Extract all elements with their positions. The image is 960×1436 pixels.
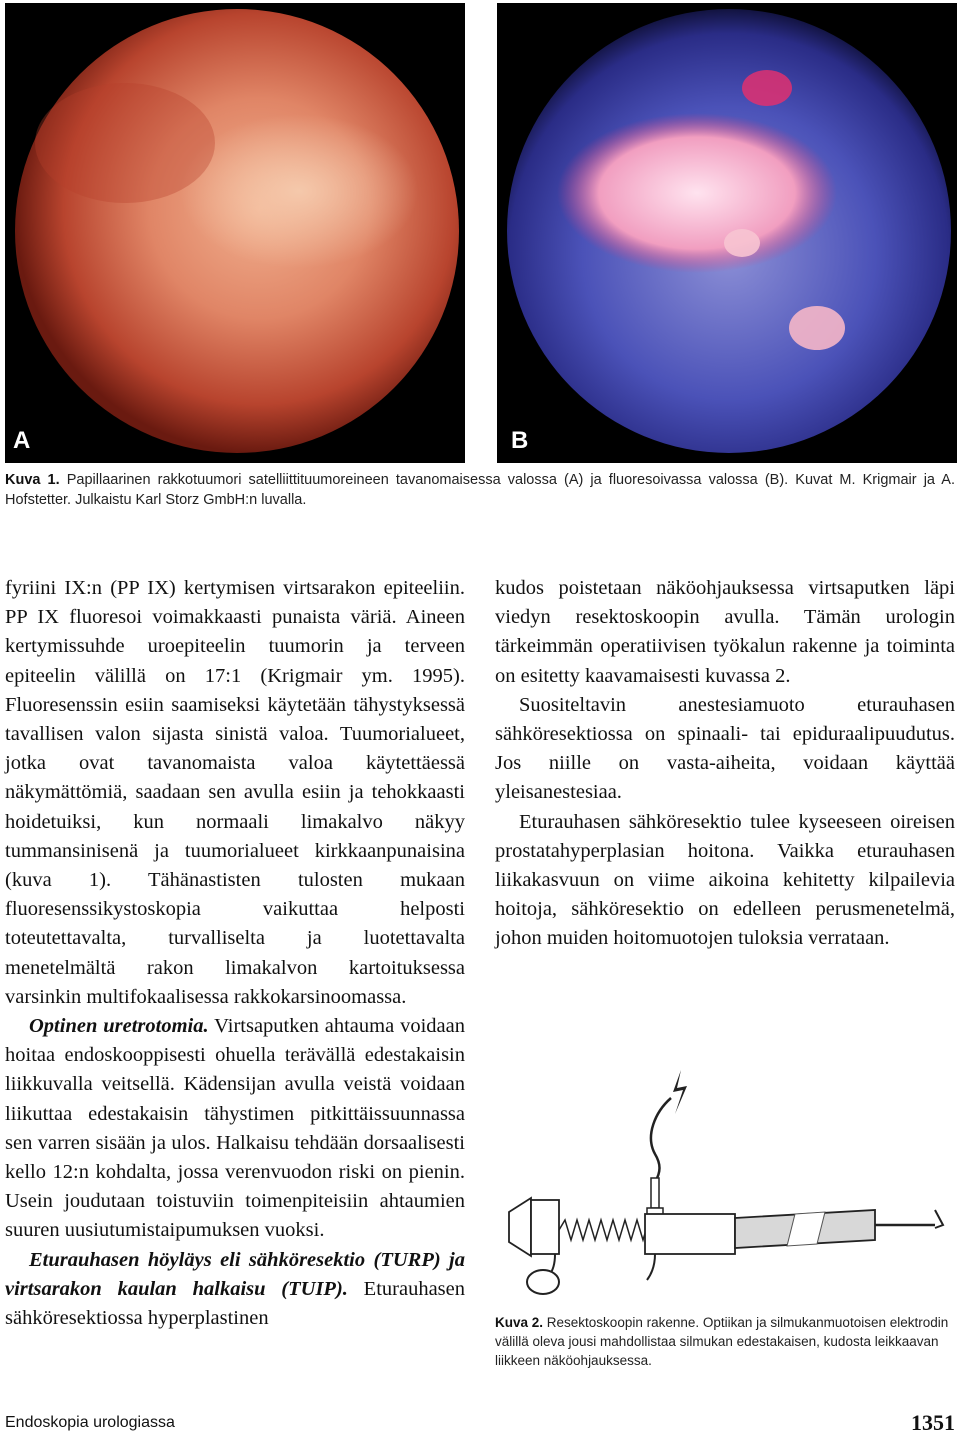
heading-turp: Eturauhasen höyläys eli sähköresektio (TURP) ja virtsarakon kaulan halkaisu (TUIP).	[5, 1248, 465, 1300]
right-column	[495, 574, 955, 954]
footer-journal-title: Endoskopia urologiassa	[5, 1414, 175, 1431]
left-paragraph-2-text: Virtsaputken ahtauma voidaan hoitaa endoskooppisesti ohuella terävällä edestakaisin liikkuvalla veitsellä. Kädensijan avulla veistä voidaan liikuttaa edestakaisin tähystimen pitkittäissuunnassa sen varren sisään ja ulos. Halkaisu tehdään dorsaalisesti kello 12:n kohdalta, jossa verenvuodon riski on pienin. Usein joudutaan toistuviin toimenpiteisiin ahtaumien suuren uusiutumistaipumuksen vuoksi.	[5, 1015, 465, 1242]
figure1-photo-b	[497, 3, 957, 463]
left-paragraph-2	[5, 1012, 465, 1246]
figure2-caption	[495, 1313, 957, 1370]
figure2-caption-label: Kuva 2.	[495, 1315, 544, 1330]
figure2-caption-text: Resektoskoopin rakenne. Optiikan ja silmukanmuotoisen elektrodin välillä oleva jousi mahdollistaa silmukan edestakaisen, kudosta leikkaavan liikkeen näköohjauksessa.	[495, 1315, 949, 1368]
left-column	[5, 574, 465, 1333]
right-paragraph-2: Suositeltavin anestesiamuoto eturauhasen sähköresektiossa on spinaali- tai epiduraalipuudutus. Jos niille on vasta-aiheita, voidaan käyttää yleisanestesiaa.	[495, 693, 955, 804]
figure1-caption	[5, 470, 955, 510]
lightning-icon	[673, 1070, 687, 1114]
right-paragraph-3: Eturauhasen sähköresektio tulee kyseeseen oireisen prostatahyperplasian hoitona. Vaikka eturauhasen liikakasvuun on viime aikoina kehitetty kilpailevia hoitoja, sähköresektio on edelleen perusmenetelmä, johon muiden hoitomuotojen tuloksia verrataan.	[495, 810, 955, 950]
footer-page-number: 1351	[911, 1410, 955, 1435]
left-paragraph-1: fyriini IX:n (PP IX) kertymisen virtsarakon epiteeliin. PP IX fluoresoi voimakkaasti punaista väriä. Aineen kertymissuhde uroepiteelin tuumorin ja terveen epiteelin välillä on 17:1 (Krigmair ym. 1995). Fluoresenssin esiin saamiseksi käytetään tähystyksessä tavallisen valon sijasta sinistä valoa. Tuumorialueet, jotka ovat tavanomaista valoa käytettäessä näkymättömiä, saadaan sen avulla esiin ja tehokkaasti hoidetuiksi, kun normaali limakalvo näkyy tummansinisenä ja tuumorialueet kirkkaanpunaisina (kuva 1). Tähänastisten tulosten mukaan fluoresenssikystoskopia vaikuttaa helposti toteutettavalta, turvalliselta ja luotettavalta menetelmältä rakon limakalvon kartoituksessa varsinkin multifokaalisessa rakkokarsinoomassa.	[5, 577, 465, 1008]
left-paragraph-3	[5, 1246, 465, 1334]
figure2-diagram	[495, 1050, 955, 1300]
endoscopy-image-fluorescence	[497, 3, 957, 463]
resectoscope-illustration	[495, 1050, 955, 1300]
left-paragraph-3-text: Eturauhasen sähköresektiossa hyperplastinen	[5, 1277, 465, 1330]
panel-label-b: B	[511, 427, 529, 454]
endoscopy-image-white-light	[5, 3, 465, 463]
figure1-caption-label: Kuva 1.	[5, 472, 60, 488]
figure1-caption-text: Papillaarinen rakkotuumori satelliittituumoreineen tavanomaisessa valossa (A) ja fluoresoivassa valossa (B). Kuvat M. Krigmair ja A. Hofstetter. Julkaistu Karl Storz GmbH:n luvalla.	[5, 472, 955, 508]
figure1-photo-a	[5, 3, 465, 463]
right-paragraph-1: kudos poistetaan näköohjauksessa virtsaputken läpi viedyn resektoskoopin avulla. Tämän urologin tärkeimmän operatiivisen työkalun rakenne ja toiminta on esitetty kaavamaisesti kuvassa 2.	[495, 577, 955, 687]
heading-optinen-uretrotomia: Optinen uretrotomia.	[29, 1015, 209, 1038]
panel-label-a: A	[13, 427, 31, 454]
